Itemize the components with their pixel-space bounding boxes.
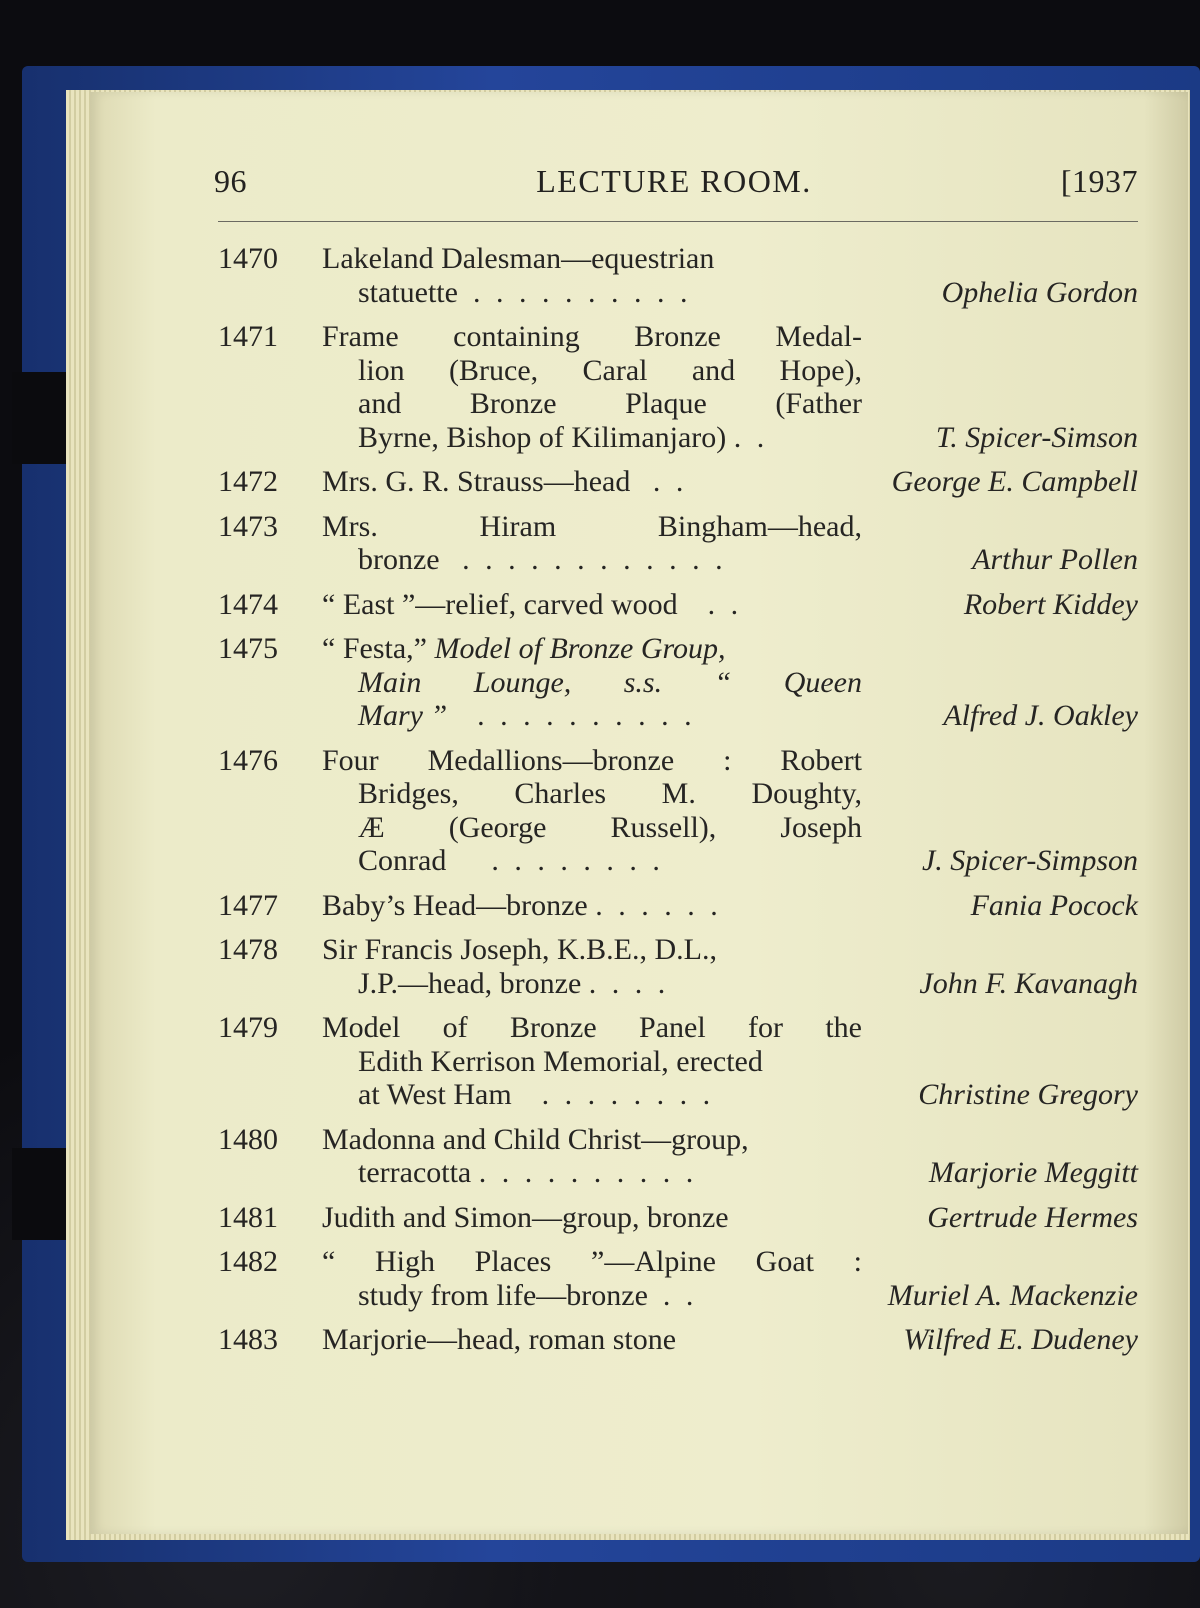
artist-name: Ophelia Gordon	[941, 275, 1138, 309]
artist-name: Alfred J. Oakley	[943, 699, 1138, 732]
entry-number: 1481	[218, 1200, 278, 1234]
entry-description	[322, 510, 862, 577]
page-number: 96	[214, 163, 247, 199]
catalogue-entry	[214, 744, 1140, 878]
entry-description	[322, 889, 862, 923]
artist-name: Muriel A. Mackenzie	[887, 1278, 1138, 1312]
entry-number: 1475	[218, 632, 278, 665]
entry-number: 1471	[218, 320, 278, 353]
description-line: bronze . . . . . . . . . . . .	[358, 543, 727, 576]
description-line: Mary ” . . . . . . . . . .	[358, 699, 696, 732]
entry-number: 1473	[218, 509, 278, 543]
entry-number: 1479	[218, 1011, 278, 1044]
entry-number: 1482	[218, 1245, 278, 1278]
entry-description	[322, 632, 862, 733]
catalogue-entry	[214, 889, 1140, 923]
cover-strap-top	[12, 372, 72, 464]
leader-dots: . . . .	[588, 966, 670, 1000]
entry-number: 1477	[218, 888, 278, 922]
artist-name: Wilfred E. Dudeney	[903, 1323, 1138, 1356]
leader-dots: . . . . . . . .	[541, 1078, 715, 1111]
catalogue-entry	[214, 588, 1140, 622]
artist-name: J. Spicer-Simpson	[921, 844, 1138, 877]
entry-number: 1480	[218, 1122, 278, 1156]
description-line: Madonna and Child Christ—group,	[322, 1122, 749, 1156]
entry-description	[322, 242, 862, 309]
description-line: Lakeland Dalesman—equestrian	[322, 242, 715, 275]
description-line: Baby’s Head—bronze . . . . . .	[322, 888, 722, 922]
leader-dots: . .	[707, 587, 743, 621]
catalogue-entry	[214, 1123, 1140, 1190]
entry-description	[322, 1123, 862, 1190]
description-line: “ Festa,” Model of Bronze Group,	[322, 632, 726, 665]
entry-number: 1478	[218, 933, 278, 966]
catalogue-entry	[214, 510, 1140, 577]
leader-dots: . . . . . . . . . .	[478, 1156, 698, 1189]
entry-number: 1472	[218, 465, 278, 498]
description-line: Mrs. G. R. Strauss—head . .	[322, 465, 688, 498]
running-head	[210, 163, 1138, 207]
catalogue-entry	[214, 632, 1140, 733]
catalogue-entry	[214, 933, 1140, 1000]
leader-dots: . . . . . . . . . .	[472, 275, 692, 309]
catalogue-entry	[214, 465, 1140, 499]
description-line: lion (Bruce, Caral and Hope),	[358, 353, 862, 387]
description-line: Frame containing Bronze Medal-	[322, 320, 862, 353]
entry-description	[322, 1245, 862, 1312]
artist-name: Arthur Pollen	[972, 543, 1138, 576]
artist-name: John F. Kavanagh	[919, 966, 1138, 1000]
artist-name: Robert Kiddey	[963, 587, 1138, 621]
artist-name: Marjorie Meggitt	[928, 1156, 1138, 1189]
description-line: study from life—bronze . .	[358, 1278, 698, 1312]
catalogue-entry	[214, 320, 1140, 454]
catalogue-entry	[214, 1011, 1140, 1112]
leader-dots: . . . . . . . . . .	[477, 699, 696, 732]
leader-dots: . .	[733, 420, 769, 454]
artist-name: Gertrude Hermes	[927, 1200, 1138, 1234]
description-line: Edith Kerrison Memorial, erected	[358, 1044, 763, 1078]
description-line: “ High Places ”—Alpine Goat :	[322, 1245, 862, 1278]
description-line: at West Ham . . . . . . . .	[358, 1078, 715, 1111]
catalogue-entry	[214, 1245, 1140, 1312]
page-title: LECTURE ROOM.	[536, 163, 812, 199]
entry-number: 1483	[218, 1323, 278, 1356]
description-line: Main Lounge, s.s. “ Queen	[358, 665, 862, 699]
entry-description	[322, 1323, 862, 1357]
description-line: Mrs. Hiram Bingham—head,	[322, 509, 862, 543]
description-line: Æ (George Russell), Joseph	[358, 810, 862, 844]
artist-name: Fania Pocock	[970, 888, 1138, 922]
description-line: terracotta . . . . . . . . . .	[358, 1156, 698, 1189]
description-line: Four Medallions—bronze : Robert	[322, 743, 862, 777]
entry-description	[322, 1011, 862, 1112]
artist-name: Christine Gregory	[918, 1078, 1138, 1111]
header-year: [1937	[1060, 163, 1138, 199]
description-line: Conrad . . . . . . . .	[358, 844, 664, 877]
entry-description	[322, 933, 862, 1000]
description-line: Marjorie—head, roman stone	[322, 1323, 677, 1356]
description-line: J.P.—head, bronze . . . .	[358, 966, 670, 1000]
entry-number: 1476	[218, 743, 278, 777]
description-line: statuette . . . . . . . . . .	[358, 275, 692, 309]
artist-name: George E. Campbell	[891, 465, 1138, 498]
cover-strap-bottom	[12, 1148, 72, 1240]
description-line: “ East ”—relief, carved wood . .	[322, 587, 743, 621]
entry-number: 1474	[218, 587, 278, 621]
catalogue-entry	[214, 1201, 1140, 1235]
entry-description	[322, 465, 862, 499]
entry-description	[322, 744, 862, 878]
catalogue-entry	[214, 1323, 1140, 1357]
leader-dots: . . . . . .	[595, 888, 722, 922]
entry-description	[322, 320, 862, 454]
catalogue-list	[214, 242, 1140, 1368]
header-rule	[218, 221, 1138, 222]
entry-description	[322, 1201, 862, 1235]
catalogue-entry	[214, 242, 1140, 309]
entry-description	[322, 588, 862, 622]
leader-dots: . . . . . . . .	[491, 844, 664, 877]
entry-number: 1470	[218, 242, 278, 275]
description-line: Sir Francis Joseph, K.B.E., D.L.,	[322, 933, 717, 966]
leader-dots: . .	[652, 465, 688, 498]
leader-dots: . .	[662, 1278, 698, 1312]
description-line: Judith and Simon—group, bronze	[322, 1200, 729, 1234]
artist-name: T. Spicer-Simson	[935, 420, 1138, 454]
leader-dots: . . . . . . . . . . . .	[462, 543, 727, 576]
description-line: Byrne, Bishop of Kilimanjaro) . .	[358, 420, 769, 454]
description-line: Bridges, Charles M. Doughty,	[358, 777, 862, 810]
description-line: Model of Bronze Panel for the	[322, 1011, 862, 1044]
description-line: and Bronze Plaque (Father	[358, 387, 862, 420]
